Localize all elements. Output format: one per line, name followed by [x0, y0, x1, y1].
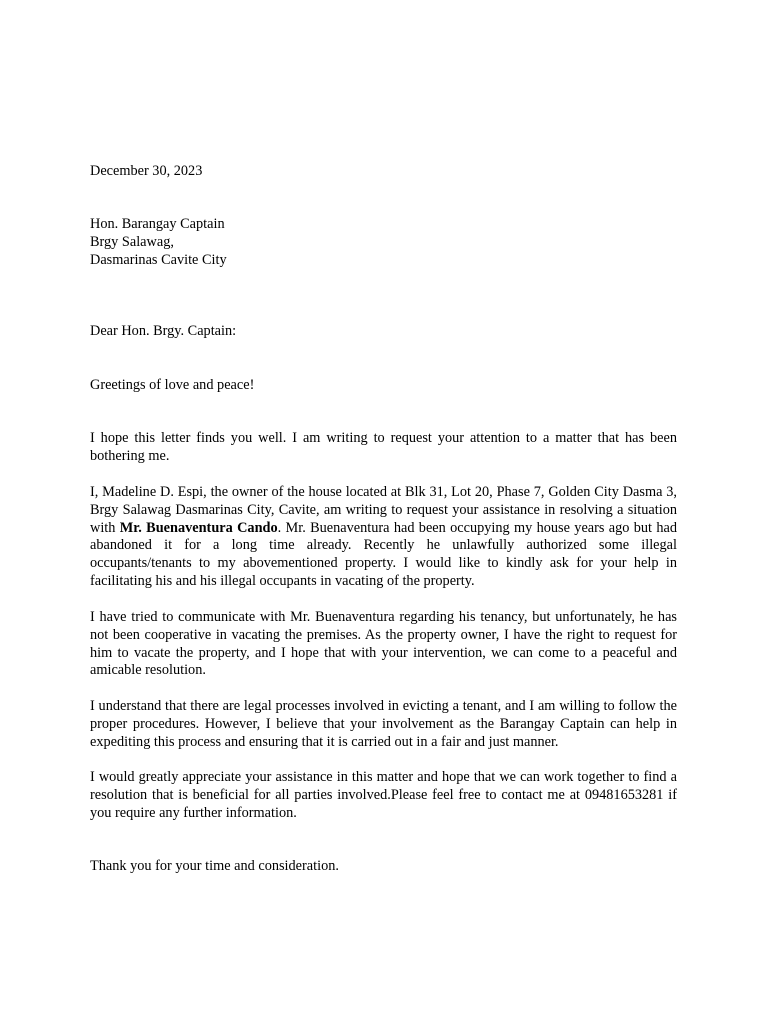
occupant-name: Mr. Buenaventura Cando — [119, 519, 278, 536]
letter-date: December 30, 2023 — [90, 163, 203, 179]
salutation: Dear Hon. Brgy. Captain: — [90, 322, 237, 339]
recipient-line-2: Brgy Salawag, — [90, 233, 174, 250]
letter-body — [90, 163, 677, 876]
paragraph-request: I would greatly appreciate your assistance in this matter and hope that we can work together to find a resolution that is beneficial for all parties involved.Please feel free to contact me at 09481653281 if you require any further information. — [90, 769, 677, 821]
closing-line: Thank you for your time and consideration. — [90, 857, 339, 874]
paragraph-owner-statement — [90, 484, 677, 591]
paragraph-owner-text-after: . Mr. Buenaventura had been occupying my house years ago but had abandoned it for a long time already. Recently he unlawfully authorized some illegal occupants/tenants to my abovementioned property. I would like to kindly ask for your help in facilitating his and his illegal occupants in vacating of the property. — [90, 519, 677, 590]
paragraph-communication: I have tried to communicate with Mr. Buenaventura regarding his tenancy, but unfortunately, he has not been cooperative in vacating the premises. As the property owner, I have the right to request for him to vacate the property, and I hope that with your intervention, we can come to a peaceful and amicable resolution. — [90, 608, 677, 679]
paragraph-intro: I hope this letter finds you well. I am writing to request your attention to a matter that has been bothering me. — [90, 430, 677, 465]
paragraph-owner-text-before: I, Madeline D. Espi, the owner of the house located at Blk 31, Lot 20, Phase 7, Golden City Dasma 3, Brgy Salawag Dasmarinas City, Cavite, am writing to request your assistance in resolving a situation with — [90, 483, 677, 536]
greeting: Greetings of love and peace! — [90, 376, 255, 393]
recipient-line-3: Dasmarinas Cavite City — [90, 251, 227, 268]
recipient-address — [90, 216, 677, 270]
paragraph-legal-process: I understand that there are legal processes involved in evicting a tenant, and I am willing to follow the proper procedures. However, I believe that your involvement as the Barangay Captain can help in expediting this process and ensuring that it is carried out in a fair and just manner. — [90, 697, 677, 750]
recipient-line-1: Hon. Barangay Captain — [90, 215, 225, 232]
